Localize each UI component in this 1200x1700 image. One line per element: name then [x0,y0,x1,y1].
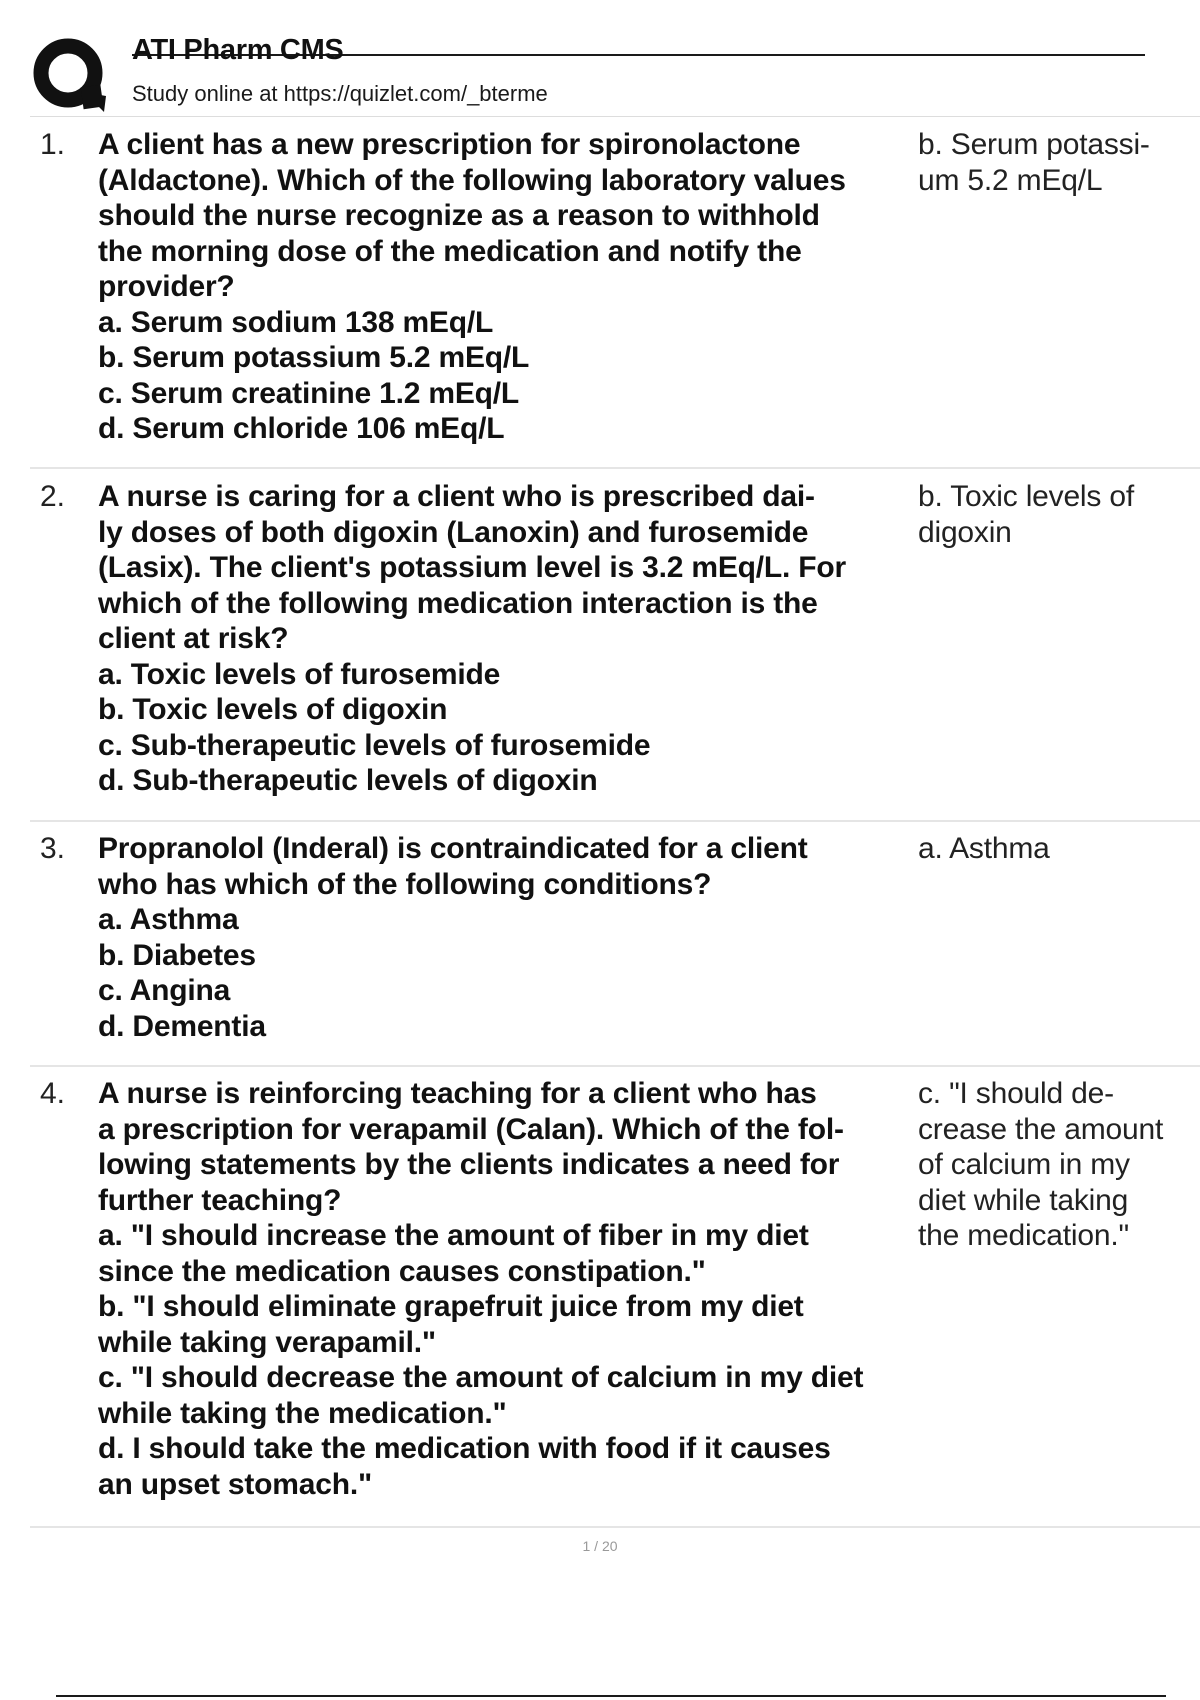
card-question [98,479,953,799]
option-a: a. "I should increase the amount of fiber in my diet [98,1219,809,1252]
option-c-continued: while taking the medication." [98,1396,507,1430]
page-indicator: 1 / 20 [582,1538,618,1554]
answer-line: crease the amount [918,1112,1164,1146]
question-line: should the nurse recognize as a reason to withhold [98,199,820,232]
option-b-continued: while taking verapamil." [98,1325,436,1359]
question-line: Propranolol (Inderal) is contraindicated for a client [98,832,808,865]
question-line: A client has a new prescription for spironolactone [98,128,801,161]
card-number: 2. [40,480,66,513]
option-d: d. I should take the medication with food if it causes [98,1432,831,1465]
card-divider [30,467,1200,469]
flashcard [30,479,1200,822]
card-answer [918,127,1188,198]
option-c: c. Serum creatinine 1.2 mEq/L [98,376,520,410]
question-line: A nurse is caring for a client who is prescribed dai- [98,480,815,513]
question-line: the morning dose of the medication and notify the [98,234,802,268]
option-a: a. Serum sodium 138 mEq/L [98,305,494,339]
option-a: a. Asthma [98,903,239,936]
option-d: d. Dementia [98,1009,266,1043]
card-answer [918,1076,1188,1254]
header-divider [30,116,1200,117]
option-a-continued: since the medication causes constipation." [98,1254,706,1288]
option-c: c. Sub-therapeutic levels of furosemide [98,728,651,762]
option-a: a. Toxic levels of furosemide [98,657,501,691]
footer-rule [56,1695,1166,1697]
option-b: b. "I should eliminate grapefruit juice from my diet [98,1290,804,1323]
answer-line: c. "I should de- [918,1077,1114,1110]
option-b: b. Serum potassium 5.2 mEq/L [98,341,530,374]
question-line: lowing statements by the clients indicates a need for [98,1148,840,1181]
card-divider [30,1065,1200,1067]
card-answer [918,831,1188,867]
question-line: a prescription for verapamil (Calan). Which of the fol- [98,1112,844,1146]
question-line: who has which of the following conditions? [98,867,712,901]
card-number: 3. [40,832,66,865]
answer-line: of calcium in my [918,1148,1130,1181]
page-header [30,30,1145,118]
question-line: client at risk? [98,622,289,655]
question-line: A nurse is reinforcing teaching for a client who has [98,1077,817,1110]
card-divider [30,820,1200,822]
option-c: c. "I should decrease the amount of calcium in my diet [98,1361,864,1394]
option-d: d. Serum chloride 106 mEq/L [98,412,505,445]
question-line: further teaching? [98,1183,342,1217]
flashcard [30,1076,1200,1528]
option-b: b. Toxic levels of digoxin [98,693,448,726]
question-line: which of the following medication interaction is the [98,586,818,620]
question-line: ly doses of both digoxin (Lanoxin) and furosemide [98,515,809,549]
question-line: provider? [98,270,235,303]
answer-line: um 5.2 mEq/L [918,163,1103,197]
answer-line: diet while taking [918,1183,1129,1217]
question-line: (Lasix). The client's potassium level is 3.2 mEq/L. For [98,551,847,584]
answer-line: b. Toxic levels of [918,480,1134,513]
card-question [98,127,953,447]
answer-line: digoxin [918,515,1012,549]
card-number: 1. [40,128,66,161]
answer-line: b. Serum potassi- [918,128,1150,161]
card-question [98,831,953,1044]
card-divider [30,1526,1200,1528]
card-question [98,1076,953,1502]
option-c: c. Angina [98,974,231,1007]
option-d: d. Sub-therapeutic levels of digoxin [98,764,598,797]
quizlet-logo-icon [32,36,110,114]
question-line: (Aldactone). Which of the following laboratory values [98,163,846,197]
study-online-link-text: Study online at https://quizlet.com/_bterme [132,81,548,106]
flashcard [30,831,1200,1067]
option-b: b. Diabetes [98,938,256,972]
answer-line: a. Asthma [918,832,1050,865]
document-title: ATI Pharm CMS [132,34,344,66]
flashcard [30,127,1200,469]
option-d-continued: an upset stomach." [98,1467,373,1501]
answer-line: the medication." [918,1219,1129,1252]
card-answer [918,479,1188,550]
card-number: 4. [40,1077,66,1110]
